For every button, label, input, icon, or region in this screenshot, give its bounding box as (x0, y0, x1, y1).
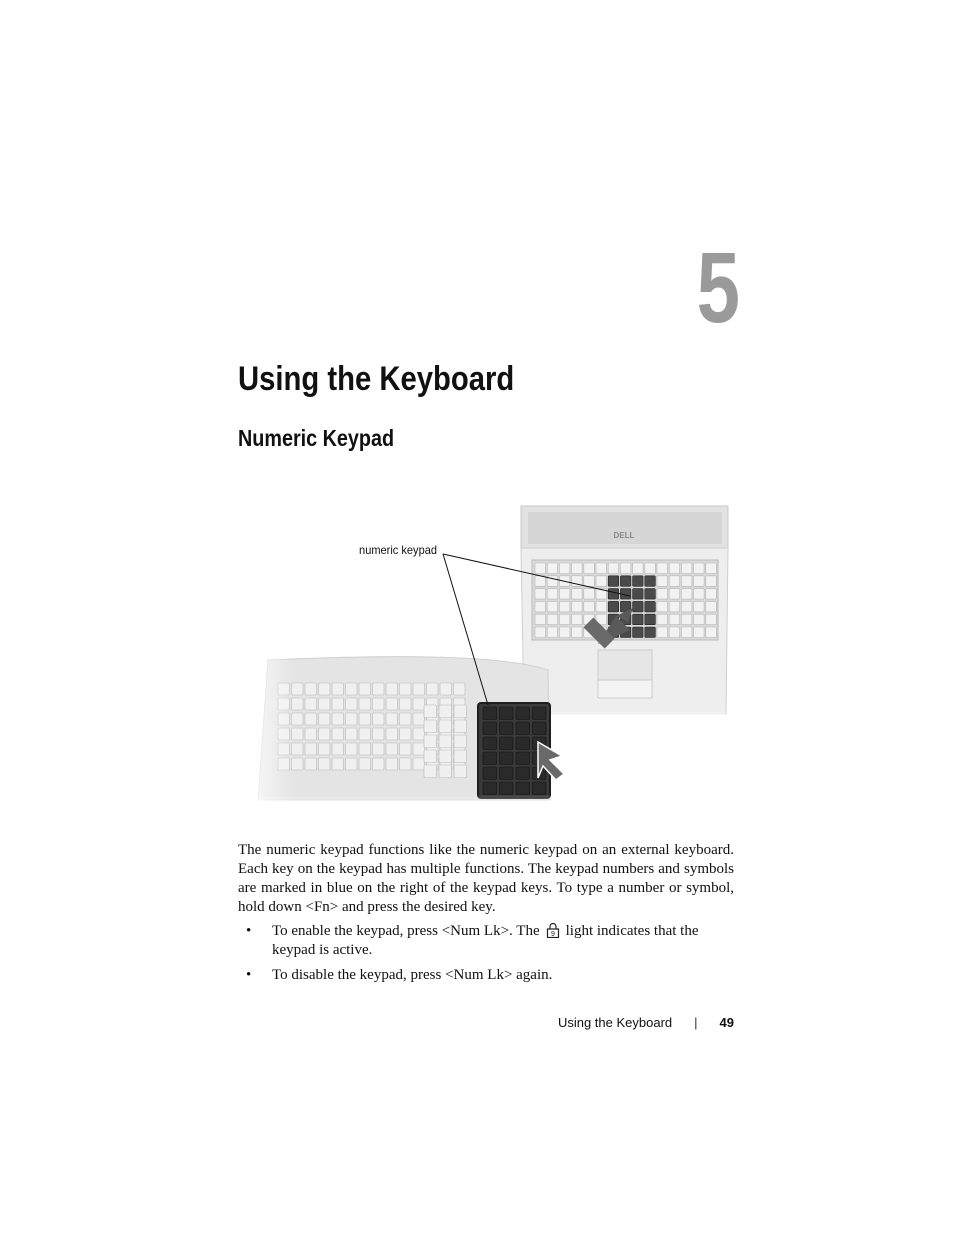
key (427, 683, 439, 695)
key (669, 576, 680, 587)
key (454, 683, 466, 695)
key (454, 705, 467, 718)
key (681, 627, 692, 638)
key (694, 589, 705, 600)
chapter-number: 5 (696, 232, 740, 344)
key (633, 589, 644, 600)
key (633, 576, 644, 587)
key (645, 563, 656, 574)
key (483, 722, 497, 735)
key (516, 707, 530, 720)
key (669, 589, 680, 600)
key (424, 735, 437, 748)
key (424, 705, 437, 718)
bullet-mark: • (246, 923, 252, 939)
key (694, 601, 705, 612)
key (681, 601, 692, 612)
svg-text:9: 9 (550, 931, 555, 938)
bullet-mark: • (246, 967, 252, 983)
key (706, 589, 717, 600)
key (516, 737, 530, 750)
key (706, 614, 717, 625)
key (645, 576, 656, 587)
key (645, 627, 656, 638)
key (706, 601, 717, 612)
key (424, 720, 437, 733)
key (535, 627, 546, 638)
key (500, 737, 514, 750)
key (500, 722, 514, 735)
key (706, 563, 717, 574)
key (620, 563, 631, 574)
key (633, 627, 644, 638)
key (547, 627, 558, 638)
key (413, 713, 425, 725)
numeric-keypad-callout: numeric keypad (359, 543, 437, 557)
key (608, 589, 619, 600)
key (596, 563, 607, 574)
key (657, 589, 668, 600)
key (681, 563, 692, 574)
key (547, 563, 558, 574)
key (681, 589, 692, 600)
laptop-logo: DELL (613, 531, 635, 540)
key (645, 589, 656, 600)
key (559, 614, 570, 625)
key (669, 614, 680, 625)
section-title: Numeric Keypad (238, 425, 395, 451)
key (500, 707, 514, 720)
key (535, 601, 546, 612)
key (694, 576, 705, 587)
key (547, 614, 558, 625)
key (633, 601, 644, 612)
footer-section-name: Using the Keyboard (557, 1015, 673, 1030)
key (547, 601, 558, 612)
key (454, 720, 467, 733)
page-number: 49 (719, 1015, 734, 1030)
numlock-icon (546, 922, 560, 938)
key (559, 627, 570, 638)
key (584, 576, 595, 587)
key (400, 743, 412, 755)
keyboard-illustration (238, 500, 738, 810)
key (633, 563, 644, 574)
key (535, 576, 546, 587)
chapter-title: Using the Keyboard (238, 360, 515, 398)
key (413, 743, 425, 755)
key (669, 601, 680, 612)
key (633, 614, 644, 625)
key (645, 601, 656, 612)
key (572, 614, 583, 625)
key (413, 728, 425, 740)
key (533, 707, 547, 720)
key (400, 728, 412, 740)
laptop-illustration (521, 506, 728, 716)
bullet-disable-keypad (238, 966, 734, 985)
footer-separator: | (694, 1015, 698, 1030)
key (657, 563, 668, 574)
key (547, 589, 558, 600)
key (596, 576, 607, 587)
key (559, 563, 570, 574)
key (669, 563, 680, 574)
key (535, 563, 546, 574)
key (608, 576, 619, 587)
key (584, 563, 595, 574)
bullet-disable-text: To disable the keypad, press <Num Lk> again. (272, 967, 553, 983)
key (439, 705, 452, 718)
key (694, 614, 705, 625)
key (584, 589, 595, 600)
page-footer (460, 1014, 734, 1032)
key (535, 589, 546, 600)
key (439, 720, 452, 733)
key (657, 614, 668, 625)
body-paragraph: The numeric keypad functions like the numeric keypad on an external keyboard. Each key on the keypad has multiple functions. The keypad numbers and symbols are marked in blue on the right of the keypad keys. To type a number or symbol, hold down <Fn> and press the desired key. (238, 842, 734, 915)
key (694, 563, 705, 574)
key (681, 614, 692, 625)
key (483, 737, 497, 750)
key (572, 601, 583, 612)
key (535, 614, 546, 625)
key (694, 627, 705, 638)
key (706, 627, 717, 638)
key (400, 698, 412, 710)
external-keyboard-illustration (238, 650, 558, 810)
key (572, 563, 583, 574)
key (559, 589, 570, 600)
key (572, 627, 583, 638)
bullet-enable-keypad (238, 922, 734, 960)
key (400, 713, 412, 725)
key (413, 683, 425, 695)
key (645, 614, 656, 625)
key (657, 627, 668, 638)
key (572, 589, 583, 600)
key (608, 563, 619, 574)
key (413, 698, 425, 710)
key (669, 627, 680, 638)
bullet-enable-text-end: light indicates that the keypad is active. (272, 923, 699, 958)
key (620, 576, 631, 587)
key (706, 576, 717, 587)
key (657, 576, 668, 587)
key (681, 576, 692, 587)
key (483, 707, 497, 720)
key (440, 683, 452, 695)
bullet-enable-text-start: To enable the keypad, press <Num Lk>. The (272, 923, 540, 939)
key (400, 683, 412, 695)
key (596, 601, 607, 612)
key (454, 735, 467, 748)
key (584, 601, 595, 612)
key (516, 722, 530, 735)
key (533, 722, 547, 735)
key (657, 601, 668, 612)
key (439, 735, 452, 748)
key (608, 601, 619, 612)
key (559, 601, 570, 612)
bullet-list (238, 922, 734, 991)
